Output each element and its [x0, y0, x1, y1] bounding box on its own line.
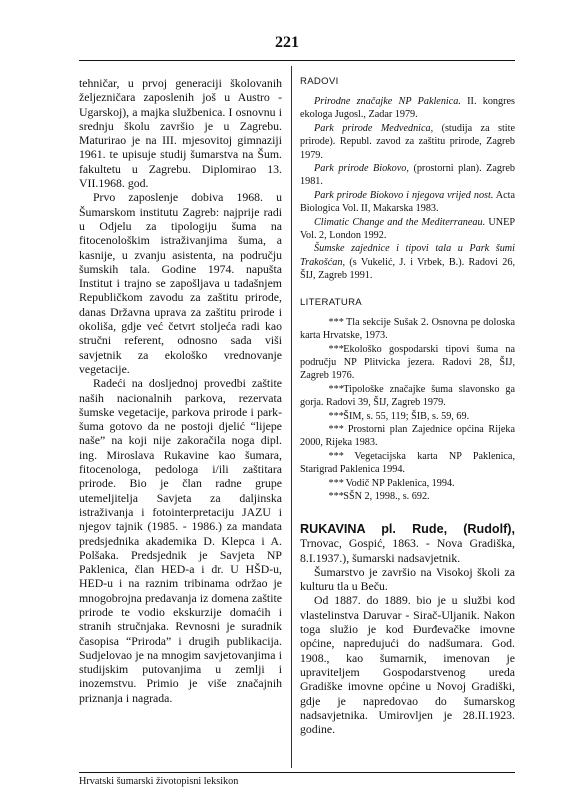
work-title: Climatic Change and the Mediterraneau. — [314, 216, 486, 228]
literature-list — [300, 316, 515, 504]
literature-text: Ekološko gospodarski tipovi šuma na području NP Plitvicka jezera. Radovi 28, ŠIJ, Zagreb 1976. — [300, 343, 515, 382]
work-details: II. kongres ekologa Jugosl., Zadar 1979. — [300, 96, 515, 121]
work-item — [300, 189, 515, 216]
page-number: 221 — [275, 34, 299, 51]
work-title: Park prirode Biokovo i njegova vrijed nost. — [314, 189, 494, 201]
literature-item — [300, 383, 515, 410]
literature-marker: *** — [328, 343, 344, 355]
literatura-heading: LITERATURA — [300, 296, 362, 308]
literature-marker: *** — [328, 423, 344, 435]
literature-item — [300, 423, 515, 450]
literature-item — [300, 477, 515, 490]
literature-text: Vodič NP Paklenica, 1994. — [343, 477, 455, 489]
work-title: Prirodne značajke NP Paklenica. — [314, 96, 461, 107]
radovi-heading: RADOVI — [300, 76, 339, 87]
work-details: (prostorni plan). Zagreb 1981. — [300, 163, 515, 188]
literature-item — [300, 316, 515, 343]
work-item — [300, 162, 515, 189]
paragraph: Radeći na dosljednoj provedbi zaštite naših nacionalnih parkova, rezervata šumske vegetacije, parkova prirode i park-šuma gotovo da ne postoji djelić “lijepe naše” na koji nije zakoračila noga dipl. ing. Miroslava Rukavine kao šumara, fitocenologa, pedologa i/ili zaštitara prirode. Bio je član radne grupe utemeljitelja Savjeta za daljinska istraživanja i fotointerpretaciju JAZU i njegov tajnik (1985. - 1986.) za mandata predsjednika akademika D. Klepca i A. Polšaka. Predsjednik je Savjeta NP Paklenica, član HED-a i dr. U HŠD-u, HED-u i na raznim tribinama održao je mnogobrojna predavanja iz domena zaštite prirode te vodio ekskurzije domaćih i stranih stručnjaka. Revnosni je suradnik časopisa “Priroda” i drugih publikacija. Sudjelovao je na mnogim savjetovanjima i studijskim putovanjima u zemlji i inozemstvu. Primio je više značajnih priznanja i nagrada. — [79, 376, 282, 705]
work-item — [300, 95, 515, 122]
literature-marker: *** — [328, 490, 344, 502]
literature-item — [300, 450, 515, 477]
paragraph: Prvo zaposlenje dobiva 1968. u Šumarskom institutu Zagreb: najprije radi u Odjelu za tipologiju šuma na fitocenološkim istraživanjima šuma, a kasnije, u zvanju asistenta, na području šumskih tala. Godine 1974. napušta Institut i trajno se zapošljava u tadašnjem Republičkom zavodu za zaštitu prirode, danas Državna uprava za zaštitu prirode i okoliša, gdje već četvrt stoljeća radi kao stručni referent, odnosno sada viši savjetnik za ekološko vrednovanje vegetacije. — [79, 190, 282, 376]
right-column — [300, 76, 515, 503]
literature-item — [300, 490, 515, 503]
entry-header — [300, 522, 515, 565]
left-column — [79, 76, 282, 705]
entry-name: RUKAVINA pl. Rude, (Rudolf), — [300, 522, 515, 536]
paragraph: Šumarstvo je završio na Visokoj školi za kulturu tla u Beču. — [300, 564, 515, 594]
works-list — [300, 95, 515, 283]
work-details: Acta Biologica Vol. II, Makarska 1983. — [300, 189, 515, 215]
work-item — [300, 122, 515, 162]
literature-text: Tla sekcije Sušak 2. Osnovna pe doloska karta Hrvatske, 1973. — [300, 316, 515, 342]
literature-text: Tipološke značajke šuma slavonsko ga gorja. Radovi 39, ŠIJ, Zagreb 1979. — [300, 383, 515, 409]
footer-title: Hrvatski šumarski životopisni leksikon — [79, 776, 239, 787]
literature-text: Vegetacijska karta NP Paklenica, Starigrad Paklenica 1994. — [300, 450, 515, 476]
literature-marker: *** — [328, 383, 344, 395]
literature-text: SŠN 2, 1998., s. 692. — [343, 490, 430, 502]
literature-marker: *** — [328, 410, 344, 422]
literature-marker: *** — [328, 477, 344, 489]
column-divider — [291, 66, 292, 768]
literature-marker: *** — [328, 316, 344, 328]
paragraph: Od 1887. do 1889. bio je u službi kod vlastelinstva Daruvar - Sirač-Uljanik. Nakon toga služio je kod Đurđevačke imovne općine, napredujući do nadšumara. God. 1908., kao šumarnik, imenovan je upraviteljem Gospodarstvenog ureda Gradiške imovne općine u Novoj Gradiški, gdje je napredovao do šumarskog nadsavjetnika. Umirovljen je 28.II.1923. godine. — [300, 593, 515, 737]
work-details: (s Vukelić, J. i Vrbek, B.). Radovi 26, ŠIJ, Zagreb 1991. — [300, 256, 515, 282]
biography-entry — [300, 522, 515, 736]
literature-item — [300, 343, 515, 383]
work-details: (studija za stite prirode). Republ. zavod za zaštitu prirode, Zagreb 1979. — [300, 122, 515, 161]
footer-rule — [79, 772, 515, 773]
literature-item — [300, 410, 515, 423]
work-title: Park prirode Biokovo, — [314, 163, 409, 175]
literature-text: Prostorni plan Zajednice općina Rijeka 2000, Rijeka 1983. — [300, 423, 515, 449]
paragraph: tehničar, u prvoj generaciji školovanih željezničara zaposlenih još u Austro - Ugarskoj), a majka službenica. I osnovnu i srednju školu završio je u Zagrebu. Maturirao je na III. mjesovitoj gimnaziji 1961. te upisuje studij šumarstva na Šum. fakultetu u Zagrebu. Diplomirao 13. VII.1968. god. — [79, 76, 282, 191]
work-item — [300, 242, 515, 282]
header-rule — [79, 60, 515, 61]
literature-text: ŠIM, s. 55, 119; ŠIB, s. 59, 69. — [343, 410, 470, 422]
work-item — [300, 216, 515, 243]
work-details: UNEP Vol. 2, London 1992. — [300, 216, 515, 242]
work-title: Šumske zajednice i tipovi tala u Park šumi Trakošćan, — [300, 243, 515, 268]
entry-intro: Trnovac, Gospić, 1863. - Nova Gradiška, 8.I.1937.), šumarski nadsavjetnik. — [300, 536, 515, 565]
literature-marker: *** — [328, 450, 344, 462]
work-title: Park prirode Medvednica, — [314, 122, 434, 134]
